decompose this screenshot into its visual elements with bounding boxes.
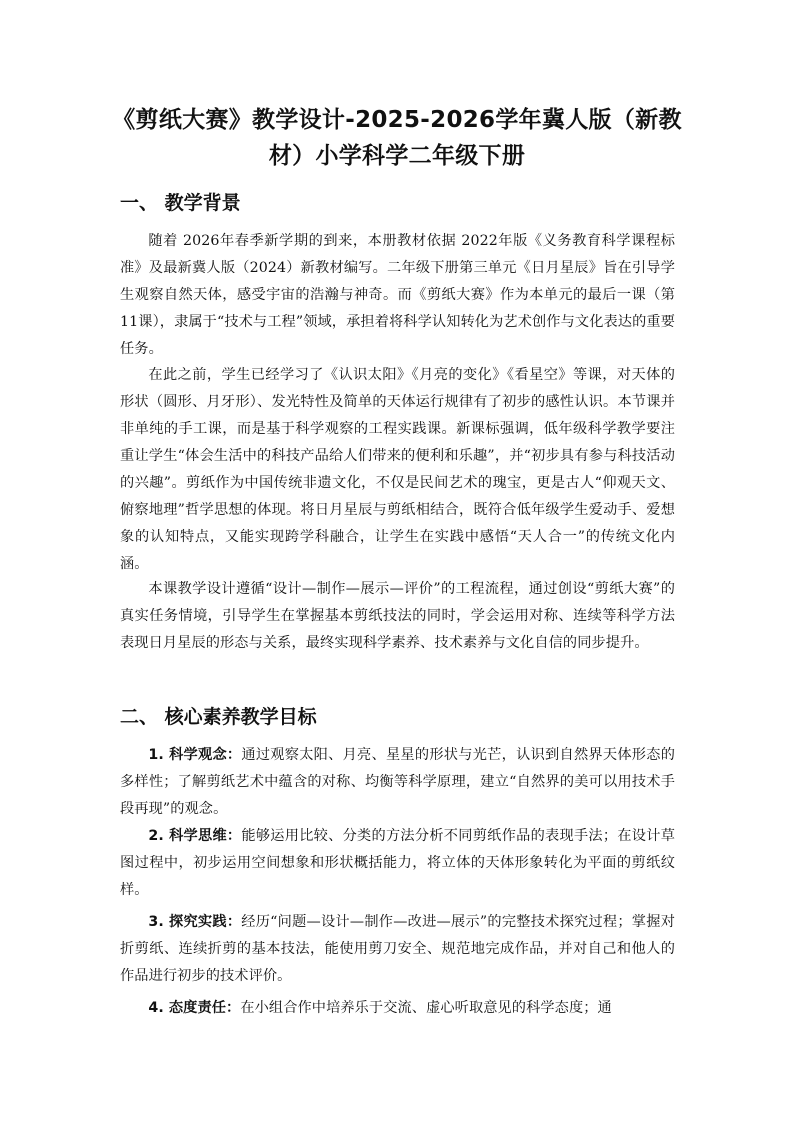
goal-label: 3. 探究实践： — [148, 914, 242, 930]
goal-text: 在小组合作中培养乐于交流、虚心听取意见的科学态度；通 — [240, 1000, 612, 1016]
goal-label: 2. 科学思维： — [148, 828, 242, 844]
goal-text: 经历“问题—设计—制作—改进—展示”的完整技术探究过程；掌握对折剪纸、连续折剪的基本技法，能使用剪刀安全、规范地完成作品，并对自己和他人的作品进行初步的技术评价。 — [120, 914, 675, 984]
goal-text: 通过观察太阳、月亮、星星的形状与光芒，认识到自然界天体形态的多样性；了解剪纸艺术中蕴含的对称、均衡等科学原理，建立“自然界的美可以用技术手段再现”的观念。 — [120, 747, 675, 817]
paragraph: 在此之前，学生已经学习了《认识太阳》《月亮的变化》《看星空》等课，对天体的形状（圆形、月牙形）、发光特性及简单的天体运行规律有了初步的感性认识。本节课并非单纯的手工课，而是基于科学观察的工程实践课。新课标强调，低年级科学教学要注重让学生“体会生活中的科技产品给人们带来的便利和乐趣”，并“初步具有参与科技活动的兴趣”。剪纸作为中国传统非遗文化，不仅是民间艺术的瑰宝，更是古人“仰观天文、俯察地理”哲学思想的体现。将日月星辰与剪纸相结合，既符合低年级学生爱动手、爱想象的认知特点，又能实现跨学科融合，让学生在实践中感悟“天人合一”的传统文化内涵。 — [120, 367, 675, 572]
goal-text: 能够运用比较、分类的方法分析不同剪纸作品的表现手法；在设计草图过程中，初步运用空间想象和形状概括能力，将立体的天体形象转化为平面的剪纸纹样。 — [120, 828, 675, 898]
goal-item-science-concept — [120, 742, 675, 823]
goal-label: 1. 科学观念： — [148, 747, 242, 763]
paragraph: 本课教学设计遵循“设计—制作—展示—评价”的工程流程，通过创设“剪纸大赛”的真实任务情境，引导学生在掌握基本剪纸技法的同时，学会运用对称、连续等科学方法表现日月星辰的形态与关系，最终实现科学素养、技术素养与文化自信的同步提升。 — [120, 581, 675, 651]
paragraph: 随着 2026年春季新学期的到来，本册教材依据 2022年版《义务教育科学课程标准》及最新冀人版（2024）新教材编写。二年级下册第三单元《日月星辰》旨在引导学生观察自然天体，感受宇宙的浩瀚与神奇。而《剪纸大赛》作为本单元的最后一课（第 11课），隶属于“技术与工程”领域，承担着将科学认知转化为艺术创作与文化表达的重要任务。 — [120, 233, 675, 357]
goal-item-inquiry-practice — [120, 909, 675, 990]
goal-item-attitude — [120, 995, 675, 1022]
document-title: 《剪纸大赛》教学设计-2025-2026学年冀人版（新教材）小学科学二年级下册 — [112, 107, 682, 169]
section-heading-background: 一、 教学背景 — [120, 192, 241, 214]
goal-item-science-thinking — [120, 823, 675, 904]
section-heading-goals: 二、 核心素养教学目标 — [120, 706, 317, 728]
goal-label: 4. 态度责任： — [148, 1000, 241, 1016]
